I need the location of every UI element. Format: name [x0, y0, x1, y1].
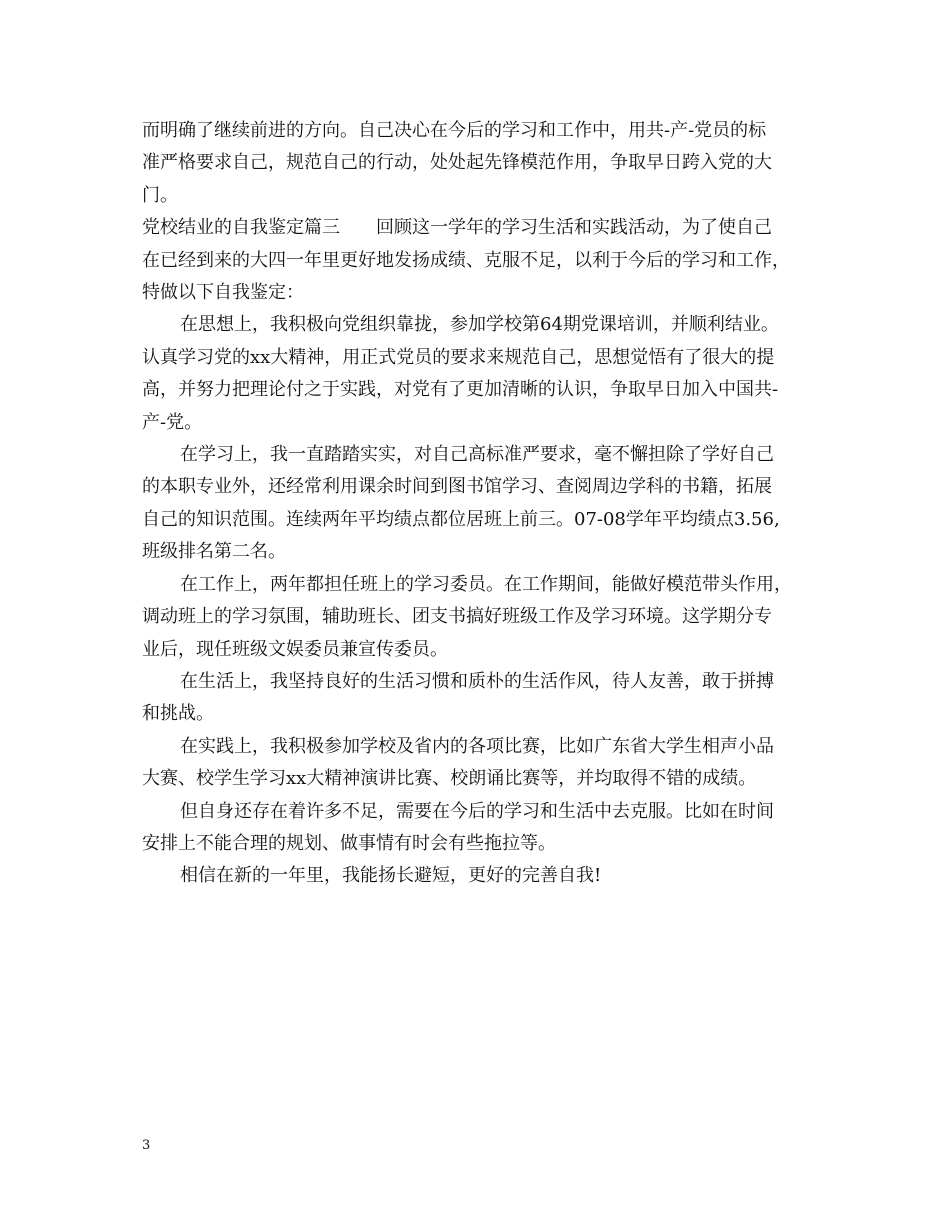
section-heading-line: 党校结业的自我鉴定篇三 回顾这一学年的学习生活和实践活动，为了使自己	[142, 217, 772, 239]
page-number: 3	[142, 1138, 151, 1153]
text-line: 产-党。	[142, 411, 203, 433]
paragraph-start-line: 在生活上，我坚持良好的生活习惯和质朴的生活作风，待人友善，敢于拼搏	[180, 670, 774, 692]
text-line: 特做以下自我鉴定：	[142, 282, 304, 304]
text-line: 在已经到来的大四一年里更好地发扬成绩、克服不足，以利于今后的学习和工作，	[142, 249, 790, 271]
text-line: 和挑战。	[142, 703, 214, 725]
text-line: 班级排名第二名。	[142, 541, 286, 563]
text-line: 大赛、校学生学习xx大精神演讲比赛、校朗诵比赛等，并均取得不错的成绩。	[142, 768, 757, 790]
text-line: 准严格要求自己，规范自己的行动，处处起先锋模范作用，争取早日跨入党的大	[142, 152, 772, 174]
text-line: 门。	[142, 184, 178, 206]
paragraph-start-line: 但自身还存在着许多不足，需要在今后的学习和生活中去克服。比如在时间	[180, 800, 774, 822]
text-line: 高，并努力把理论付之于实践，对党有了更加清晰的认识，争取早日加入中国共-	[142, 379, 779, 401]
text-line: 调动班上的学习氛围，辅助班长、团支书搞好班级工作及学习环境。这学期分专	[142, 606, 772, 628]
text-line: 安排上不能合理的规划、做事情有时会有些拖拉等。	[142, 832, 556, 854]
paragraph-start-line: 相信在新的一年里，我能扬长避短，更好的完善自我!	[180, 865, 602, 887]
text-line: 认真学习党的xx大精神，用正式党员的要求来规范自己，思想觉悟有了很大的提	[142, 346, 775, 368]
paragraph-start-line: 在思想上，我积极向党组织靠拢，参加学校第64期党课培训，并顺利结业。	[180, 314, 779, 336]
paragraph-start-line: 在学习上，我一直踏踏实实，对自己高标准严要求，毫不懈担除了学好自己	[180, 444, 774, 466]
document-body	[142, 115, 812, 893]
paragraph-start-line: 在实践上，我积极参加学校及省内的各项比赛，比如广东省大学生相声小品	[180, 735, 774, 757]
text-line: 自己的知识范围。连续两年平均绩点都位居班上前三。07-08学年平均绩点3.56,	[142, 508, 780, 530]
text-line: 而明确了继续前进的方向。自己决心在今后的学习和工作中，用共-产-党员的标	[142, 120, 767, 141]
paragraph-start-line: 在工作上，两年都担任班上的学习委员。在工作期间，能做好模范带头作用，	[180, 573, 792, 595]
text-line: 的本职专业外，还经常利用课余时间到图书馆学习、查阅周边学科的书籍，拓展	[142, 476, 772, 498]
text-line: 业后，现任班级文娱委员兼宣传委员。	[142, 638, 448, 660]
